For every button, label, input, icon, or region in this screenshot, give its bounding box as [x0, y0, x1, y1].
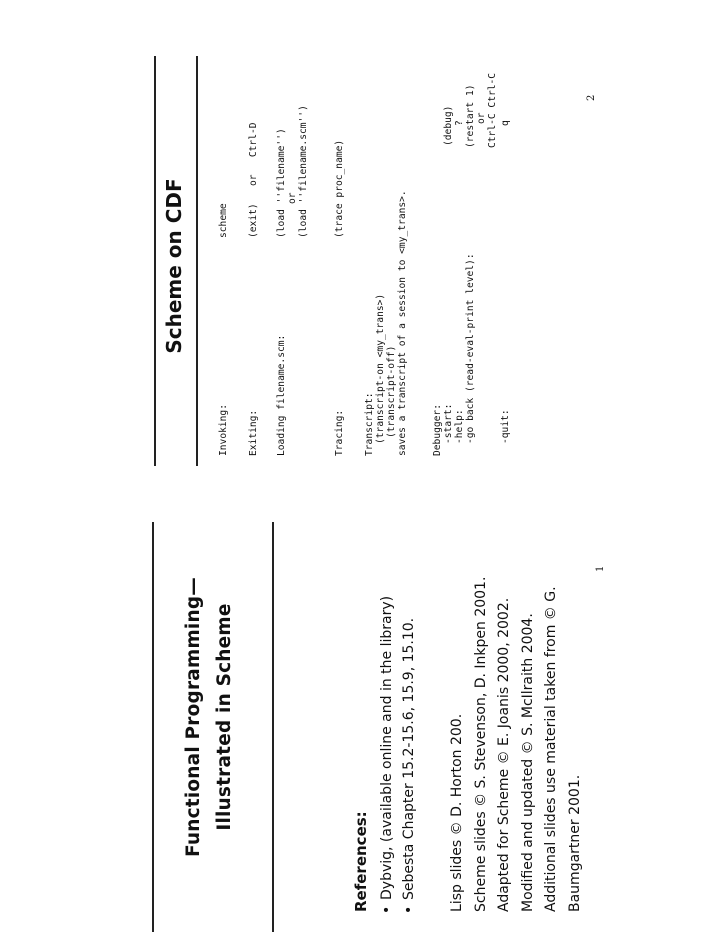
- transcript-on: (transcript-on <my_trans>): [375, 293, 386, 444]
- debugger-go-back-value-1: (restart 1): [465, 84, 476, 148]
- credit-line: Additional slides use material taken from © G.: [543, 586, 559, 912]
- tracing-value: (trace proc_name): [334, 139, 345, 238]
- transcript-description: saves a transcript of a session to <my_trans>.: [397, 190, 408, 456]
- credit-line: Scheme slides © S. Stevenson, D. Inkpen 2001.: [472, 576, 489, 912]
- credit-line: Baumgartner 2001.: [566, 774, 583, 912]
- title-line-1: Functional Programming—: [183, 577, 204, 858]
- transcript-label: Transcript:: [364, 392, 375, 456]
- credit-line: Lisp slides © D. Horton 200.: [449, 713, 465, 912]
- slide-2: [140, 46, 597, 466]
- reference-item: •Sebesta Chapter 15.2-15.6, 15.9, 15.10.: [398, 596, 420, 914]
- top-rule: [152, 522, 154, 932]
- debugger-start: -start:: [443, 403, 454, 444]
- debugger-label: Debugger:: [432, 404, 443, 456]
- credit-line: Modified and updated © S. McIlraith 2004.: [519, 613, 536, 912]
- loading-or: or: [287, 192, 298, 204]
- title-underline-rule: [272, 522, 274, 932]
- slide-2-title: Scheme on CDF: [162, 178, 186, 354]
- slide-1: [140, 522, 606, 932]
- debugger-go-back: -go back (read-eval-print level):: [465, 253, 476, 444]
- loading-value-1: (load ''filename''): [276, 128, 287, 238]
- title-line-2: Illustrated in Scheme: [214, 603, 235, 831]
- exiting-label: Exiting:: [248, 409, 259, 456]
- page-number: 1: [595, 565, 606, 572]
- debugger-go-back-value-2: Ctrl-C Ctrl-C: [487, 72, 498, 148]
- bullet-icon: •: [379, 905, 395, 914]
- top-rule: [154, 56, 156, 466]
- debugger-quit-value: q: [500, 120, 511, 126]
- loading-value-2: (load ''filename.scm''): [298, 105, 309, 238]
- exiting-value: (exit) or Ctrl-D: [248, 122, 259, 238]
- invoking-value: scheme: [218, 203, 229, 238]
- debugger-help: -help:: [454, 409, 465, 444]
- title-underline-rule: [196, 56, 198, 466]
- debugger-quit: -quit:: [500, 409, 511, 444]
- debugger-help-value: ?: [454, 120, 465, 126]
- invoking-label: Invoking:: [218, 404, 229, 456]
- reference-item: •Dybvig, (available online and in the library): [376, 596, 398, 914]
- references-heading: References:: [352, 811, 370, 912]
- credit-line: Adapted for Scheme © E. Joanis 2000, 2002.: [496, 597, 512, 912]
- references-list: [376, 596, 420, 914]
- tracing-label: Tracing:: [334, 409, 345, 456]
- page-number: 2: [586, 94, 597, 101]
- slide-1-title: [178, 542, 240, 892]
- transcript-off: (transcript-off): [386, 345, 397, 438]
- debugger-go-back-or: or: [476, 112, 487, 124]
- loading-label: Loading filename.scm:: [276, 334, 287, 456]
- bullet-icon: •: [401, 905, 417, 914]
- credits-block: [446, 577, 587, 912]
- debugger-start-value: (debug): [443, 105, 454, 146]
